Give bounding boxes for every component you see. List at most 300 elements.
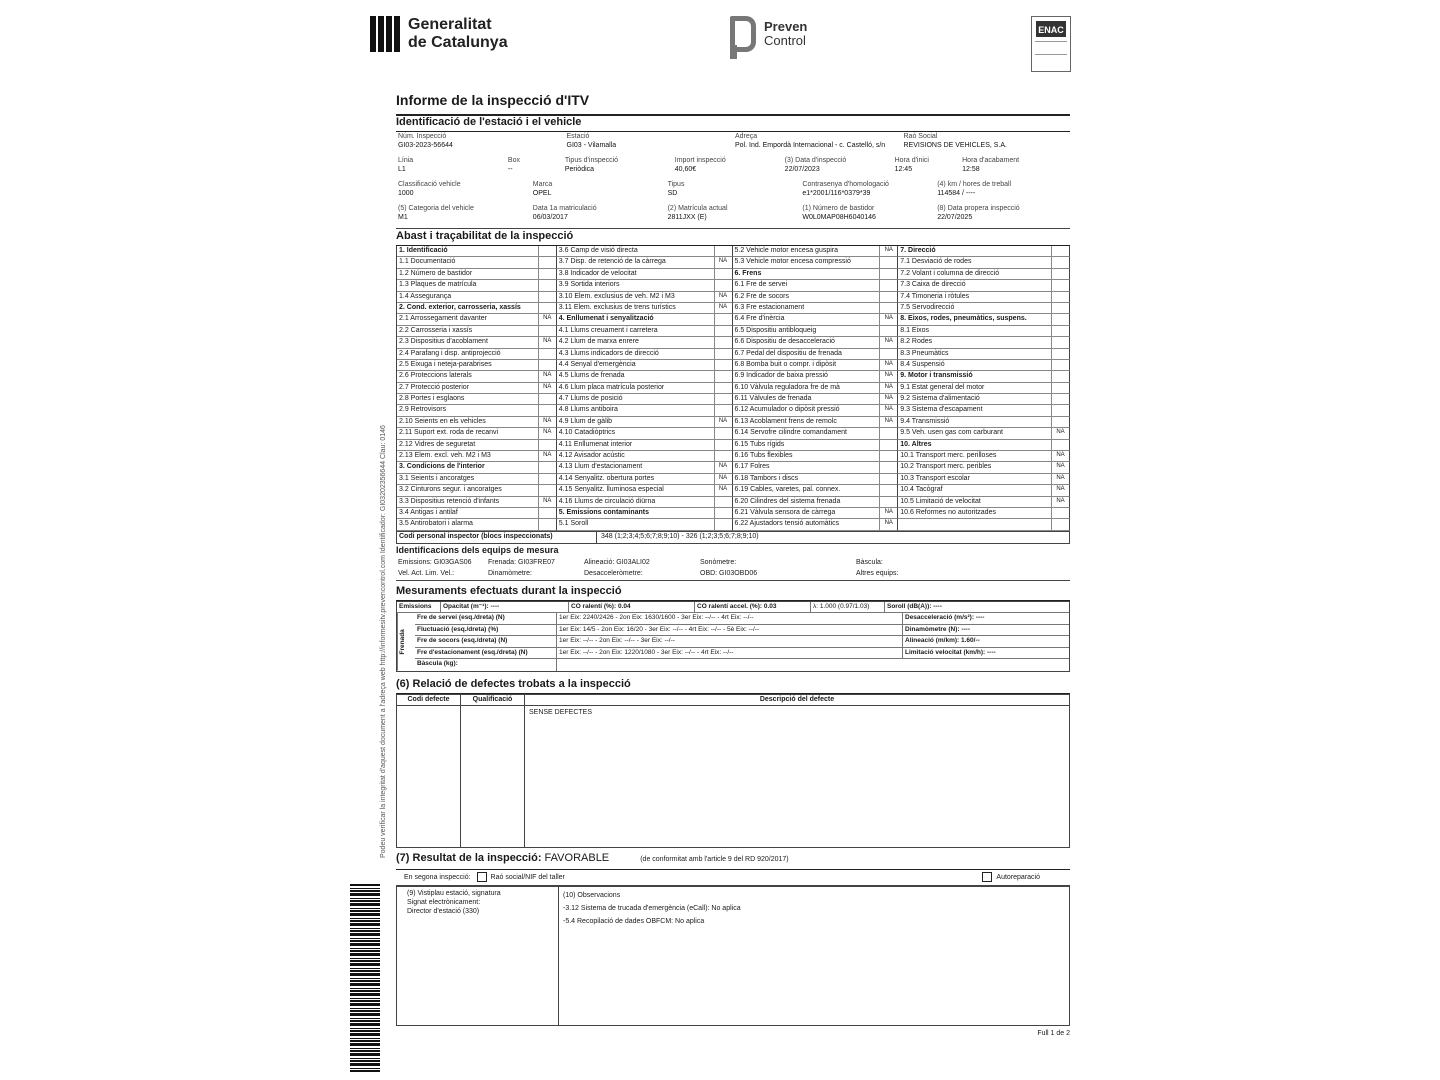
emergency-brake-value: 1er Eix: --/-- - 2on Eix: --/-- - 3er Eix: --/-- (557, 636, 903, 647)
scope-item (898, 462, 1070, 473)
scope-item-na (538, 257, 556, 267)
ident-label: Import inspecció (674, 157, 726, 164)
scope-item (397, 280, 557, 291)
scope-item-na: NA (879, 519, 897, 529)
scope-item-na (714, 360, 732, 370)
scope-item-na (879, 303, 897, 313)
scope-item (733, 519, 899, 530)
ident-label: Tipus (667, 181, 685, 188)
scope-item (557, 360, 733, 371)
ident-field (565, 132, 734, 156)
scope-item-label: 6.17 Folres (734, 463, 770, 471)
section-equipment: Identificacions dels equips de mesura (396, 544, 559, 555)
scope-item-na (538, 303, 556, 313)
scope-item-na: NA (879, 417, 897, 427)
scope-item (898, 246, 1070, 257)
ident-label: (2) Matrícula actual (667, 205, 728, 212)
service-brake-value: 1er Eix: 2240/2426 - 2on Eix: 1630/1600 - 3er Eix: --/-- - 4rt Eix: --/-- (557, 613, 903, 624)
scope-item (397, 246, 557, 257)
scope-item-na (714, 519, 732, 529)
scope-column (557, 246, 733, 531)
defect-description: SENSE DEFECTES (529, 708, 593, 716)
scope-item (397, 360, 557, 371)
inspector-code-value: 348 (1;2;3;4;5;6;7;8;9;10) - 326 (1;2;3;5;6;7;8;9;10) (601, 532, 759, 540)
scope-item-na (1051, 519, 1069, 529)
scope-item (898, 519, 1070, 530)
scope-item-na (538, 462, 556, 472)
scope-item-na (879, 474, 897, 484)
scope-item-label: 4. Enllumenat i senyalització (558, 315, 654, 323)
scope-item (733, 383, 899, 394)
scope-item-label: 9.2 Sistema d'alimentació (900, 395, 980, 403)
inspection-result (396, 851, 1070, 870)
scope-item (557, 326, 733, 337)
scope-item-na: NA (714, 292, 732, 302)
scope-item-label: 4.1 Llums creuament i carretera (558, 326, 658, 334)
scope-item (898, 451, 1070, 462)
scope-item-label: 6.18 Tambors i discs (734, 474, 799, 482)
scope-item-na: NA (879, 394, 897, 404)
scope-item-label: 6.8 Bomba buit o compr. i dipòsit (734, 360, 837, 368)
scope-item-na (879, 349, 897, 359)
defects-table (396, 694, 1070, 848)
scope-item-na (714, 405, 732, 415)
scope-item (397, 508, 557, 519)
scope-item (397, 349, 557, 360)
scope-item (397, 519, 557, 530)
parking-brake-value: 1er Eix: --/-- - 2on Eix: 1220/1080 - 3er Eix: --/-- - 4rt Eix: --/-- (557, 648, 903, 659)
scope-item (557, 269, 733, 280)
scope-item-na: NA (879, 383, 897, 393)
scope-item-na (1051, 383, 1069, 393)
scope-item (557, 519, 733, 530)
co-idle-value: CO ralentí (%): 0.04 (571, 602, 631, 610)
inspector-code-row (396, 532, 1070, 544)
fluctuation-label: Fluctuació (esq./dreta) (%) (417, 625, 499, 633)
scope-item-label: 9. Motor i transmissió (900, 372, 973, 380)
scope-item-label: 8. Eixos, rodes, pneumàtics, suspens. (900, 315, 1027, 323)
scope-item (898, 360, 1070, 371)
braking-label: Frenada (397, 613, 415, 671)
scope-item (397, 405, 557, 416)
scope-item-label: 6.10 Vàlvula reguladora fre de mà (734, 383, 840, 391)
scope-item-label: 3.5 Antirobatori i alarma (399, 520, 473, 528)
scope-item (397, 440, 557, 451)
service-brake-label: Fre de servei (esq./dreta) (N) (417, 614, 505, 622)
ident-label: Contrasenya d'homologació (802, 181, 889, 188)
ident-label: Núm. Inspecció (398, 133, 447, 140)
scope-item (733, 303, 899, 314)
scope-item-na (714, 451, 732, 461)
workshop-checkbox[interactable] (477, 872, 487, 882)
scope-item-na (1051, 257, 1069, 267)
scope-item (733, 405, 899, 416)
ident-label: (8) Data propera inspecció (937, 205, 1020, 212)
scope-item-label: 6.4 Fre d'inèrcia (734, 315, 785, 323)
scope-item-na (538, 485, 556, 495)
scope-item-label: 2.9 Retrovisors (399, 406, 447, 414)
enac-label: ENAC (1036, 21, 1066, 37)
scope-item (557, 428, 733, 439)
scope-item-label: 6.11 Vàlvules de frenada (734, 395, 812, 403)
signature-line1: (9) Vistiplau estació, signatura (407, 889, 501, 897)
ident-value: Periòdica (564, 166, 595, 173)
qualification-header: Qualificació (461, 695, 524, 706)
ident-value: -- (507, 166, 513, 173)
scope-item-na (714, 280, 732, 290)
scope-item (898, 371, 1070, 382)
generalitat-line2: de Catalunya (408, 34, 508, 51)
scope-item-label: 6.9 Indicador de baixa pressió (734, 372, 828, 380)
ident-label: Adreça (735, 133, 758, 140)
scope-item-na (714, 246, 732, 256)
scope-item-na (1051, 508, 1069, 518)
scope-item-na (879, 451, 897, 461)
scope-item-na: NA (538, 314, 556, 324)
ident-label: (3) Data d'inspecció (784, 157, 847, 164)
scope-item-na (714, 440, 732, 450)
scope-item-label: 6.7 Pedal del dispositiu de frenada (734, 349, 842, 357)
second-inspection-label: En segona inspecció: (404, 873, 471, 881)
scope-item (733, 440, 899, 451)
scope-item-label: 2.3 Dispositius d'acoblament (399, 338, 488, 346)
scope-item-na (1051, 394, 1069, 404)
scope-item-na: NA (538, 383, 556, 393)
ident-value: OPEL (532, 190, 552, 197)
ident-label: Classificació vehicle (398, 181, 461, 188)
scope-item (898, 394, 1070, 405)
scope-item-label: 10.2 Transport merc. peribles (900, 463, 992, 471)
scope-item-label: 7.1 Desviació de rodes (900, 258, 972, 266)
scope-item-label: 9.4 Transmissió (900, 417, 950, 425)
scope-item-label: 10.3 Transport escolar (900, 474, 970, 482)
scope-item-label: 2.13 Elem. excl. veh. M2 i M3 (399, 452, 491, 460)
ident-value: GI03 - Vilamalla (566, 142, 617, 149)
ident-label: Raó Social (903, 133, 938, 140)
scope-item-label: 6.22 Ajustadors tensió automàtics (734, 520, 840, 528)
scope-item-na: NA (714, 303, 732, 313)
scope-item (898, 383, 1070, 394)
scope-item (397, 292, 557, 303)
alignment-value: Alineació (m/km): 1.60/-- (905, 637, 980, 645)
ident-label: (1) Número de bastidor (802, 205, 875, 212)
scope-item-na (879, 497, 897, 507)
ident-field (800, 180, 935, 204)
scope-item-label: 4.16 Llums de circulació diürna (558, 497, 656, 505)
generalitat-logo (370, 16, 508, 52)
scope-item (397, 417, 557, 428)
ident-field (396, 132, 565, 156)
scope-item-na (538, 508, 556, 518)
verification-sidetext: Podeu verificar la integritat d'aquest document a l'adreça web http://informesitv.prevencontrol.com Identificador: GI03202356644 Clau: 0146 (380, 425, 387, 858)
ident-value: 12:58 (962, 166, 980, 173)
ident-value: 114584 / ---- (937, 190, 976, 197)
scope-item (557, 349, 733, 360)
scope-item-na: NA (1051, 497, 1069, 507)
scope-item-label: 3.11 Elem. exclusius de trens turístics (558, 303, 676, 311)
result-label: (7) Resultat de la inspecció: (396, 851, 542, 864)
scope-item-na: NA (879, 371, 897, 381)
prevencontrol-line1: Preven (764, 19, 808, 34)
equipment-grid (396, 558, 1070, 581)
scope-item-label: 1.2 Número de bastidor (399, 269, 473, 277)
scope-item-na (1051, 360, 1069, 370)
scope-item-label: 5.1 Soroll (558, 520, 589, 528)
scope-item-label: 4.2 Llum de marxa enrere (558, 338, 639, 346)
scope-item-label: 2.6 Proteccions laterals (399, 372, 472, 380)
scope-item-na (714, 337, 732, 347)
ident-field (531, 180, 666, 204)
scope-item-na (1051, 246, 1069, 256)
scope-item-label: 10.4 Tacògraf (900, 486, 943, 494)
scope-item-label: 5.3 Vehicle motor encesa compressió (734, 258, 851, 266)
scope-item-na (1051, 280, 1069, 290)
scope-item-label: 7. Direcció (900, 247, 936, 254)
scope-item-label: 2.11 Suport ext. roda de recanvi (399, 429, 499, 437)
scope-item-na: NA (714, 417, 732, 427)
ident-value: 1000 (398, 190, 414, 197)
second-inspection-row (396, 870, 1070, 886)
scope-item (733, 314, 899, 325)
scope-item-na (879, 428, 897, 438)
scope-item-label: 1. Identificació (399, 247, 448, 254)
ident-field (506, 156, 563, 180)
scope-item-na: NA (538, 337, 556, 347)
ident-value: 22/07/2025 (937, 214, 973, 221)
scope-item (397, 462, 557, 473)
scope-item-label: 4.13 Llum d'estacionament (558, 463, 643, 471)
scope-item (898, 440, 1070, 451)
scope-item-label: 3.3 Dispositius retenció d'infants (399, 497, 500, 505)
scope-item (397, 485, 557, 496)
scope-item-label: 7.2 Volant i columna de direcció (900, 269, 1000, 277)
scope-column (898, 246, 1070, 531)
ident-field (960, 156, 1070, 180)
report-title: Informe de la inspecció d'ITV (396, 96, 1070, 116)
scope-item-na: NA (538, 451, 556, 461)
scope-item (397, 269, 557, 280)
section-identification: Identificació de l'estació i el vehicle (396, 118, 1070, 132)
scope-item (397, 474, 557, 485)
scope-item-label: 6.15 Tubs rígids (734, 440, 785, 448)
scope-item-na: NA (714, 474, 732, 484)
scope-item-na (1051, 371, 1069, 381)
scope-item (557, 303, 733, 314)
scope-item (397, 428, 557, 439)
noise-value: Soroll (dB(A)): ---- (887, 602, 942, 610)
scope-item (733, 337, 899, 348)
scope-item (733, 428, 899, 439)
scope-item (557, 405, 733, 416)
emergency-brake-label: Fre de socors (esq./dreta) (N) (417, 637, 508, 645)
scope-item-na (714, 326, 732, 336)
scope-item-na (538, 349, 556, 359)
scope-item-na (714, 428, 732, 438)
scope-item (557, 394, 733, 405)
scope-item-label: 3.9 Sortida interiors (558, 281, 620, 289)
opacity-value: Opacitat (m⁻¹): ---- (443, 602, 500, 610)
ident-label: Estació (566, 133, 590, 140)
equipment-item: Frenada: GI03FRE07 (488, 558, 555, 566)
scope-item-na (538, 246, 556, 256)
scope-item-label: 2.2 Carrosseria i xassís (399, 326, 473, 334)
scope-item-na (714, 349, 732, 359)
scope-item (557, 337, 733, 348)
prevencontrol-p-icon (730, 16, 756, 52)
scope-item-na: NA (879, 337, 897, 347)
scope-item (898, 292, 1070, 303)
inspector-code-label: Codi personal inspector (blocs inspeccionats) (397, 532, 597, 543)
scope-item (733, 360, 899, 371)
scope-item (397, 383, 557, 394)
scope-item-na: NA (879, 360, 897, 370)
ident-value: SD (667, 190, 678, 197)
ident-label: Hora d'inici (894, 157, 929, 164)
scope-item-na (538, 440, 556, 450)
dynamometer-value: Dinamòmetre (N): ---- (905, 625, 970, 633)
scope-item-label: 2.1 Arrossegament davanter (399, 315, 487, 323)
ident-label: (5) Categoria del vehicle (398, 205, 474, 212)
scope-item-label: 3.1 Seients i ancoratges (399, 474, 475, 482)
scope-item-na: NA (538, 371, 556, 381)
scope-item (898, 257, 1070, 268)
ident-field (666, 204, 801, 228)
workshop-option-label: Raó social/NIF del taller (490, 873, 565, 881)
scope-item-label: 3.2 Cinturons segur. i ancoratges (399, 486, 502, 494)
scope-item-na (1051, 405, 1069, 415)
self-repair-checkbox[interactable] (982, 872, 992, 882)
scope-item (557, 383, 733, 394)
scope-item-label: 8.4 Suspensió (900, 360, 945, 368)
ident-field (733, 132, 902, 156)
scope-item-na (1051, 337, 1069, 347)
equipment-item: OBD: GI03OBD06 (700, 569, 758, 577)
scope-item (397, 314, 557, 325)
scope-item-label: 7.4 Timoneria i ròtules (900, 292, 970, 300)
scope-item-na (714, 371, 732, 381)
scope-item-na (879, 280, 897, 290)
scale-label: Bàscula (kg): (417, 660, 458, 668)
scope-item-na (714, 508, 732, 518)
scope-item-na: NA (879, 314, 897, 324)
scope-item-label: 4.7 Llums de posició (558, 395, 623, 403)
scope-column (397, 246, 557, 531)
ident-value: L1 (398, 166, 406, 173)
defect-code-header: Codi defecte (397, 695, 460, 706)
ident-label: Box (507, 157, 520, 164)
scope-item (733, 257, 899, 268)
scope-item-label: 3.10 Elem. exclusius de veh. M2 i M3 (558, 292, 675, 300)
scope-item-na (879, 269, 897, 279)
scope-item-label: 3.4 Antigas i antilaf (399, 508, 458, 516)
scope-item-label: 6.13 Acoblament frens de remolc (734, 417, 837, 425)
identification-grid (396, 132, 1070, 229)
scope-item-label: 4.3 Llums indicadors de direcció (558, 349, 659, 357)
scope-item (557, 474, 733, 485)
ident-label: Hora d'acabament (962, 157, 1020, 164)
scope-item (733, 371, 899, 382)
scope-item-na (1051, 292, 1069, 302)
scope-item (557, 451, 733, 462)
scope-item-label: 4.15 Senyalitz. lluminosa especial (558, 486, 664, 494)
scope-item-label: 4.11 Enllumenat interior (558, 440, 633, 448)
scope-item (898, 280, 1070, 291)
ident-value: 40,60€ (674, 166, 697, 173)
scope-item-label: 4.8 Llums antiboira (558, 406, 618, 414)
scope-item (898, 474, 1070, 485)
scope-item-label: 6.19 Cables, varetes, pal. connex. (734, 486, 841, 494)
inspection-report (396, 92, 1070, 1038)
ident-field (935, 180, 1070, 204)
scope-item-na: NA (1051, 451, 1069, 461)
scope-item-na (538, 269, 556, 279)
ident-field (531, 204, 666, 228)
scope-item-label: 3.6 Camp de visió directa (558, 247, 638, 254)
ident-label: Data 1a matriculació (532, 205, 597, 212)
ident-field (902, 132, 1071, 156)
ident-value: 2811JXX (E) (667, 214, 707, 221)
scope-item (733, 280, 899, 291)
ident-field (396, 156, 506, 180)
scope-item (733, 349, 899, 360)
co-accel-value: CO ralentí accel. (%): 0.03 (697, 602, 777, 610)
scope-item (733, 508, 899, 519)
scope-item-label: 4.14 Senyalitz. obertura portes (558, 474, 655, 482)
scope-item (733, 485, 899, 496)
scope-item-na (879, 485, 897, 495)
scope-item-na: NA (538, 428, 556, 438)
measurements-table (396, 601, 1070, 672)
scope-item-label: 1.1 Documentació (399, 258, 456, 266)
scope-item-na (538, 292, 556, 302)
scope-item-label: 6.12 Acumulador o dipòsit pressió (734, 406, 840, 414)
scope-item-na: NA (1051, 428, 1069, 438)
scope-item-na: NA (1051, 485, 1069, 495)
scope-item (557, 485, 733, 496)
scope-item (898, 326, 1070, 337)
ident-field (783, 156, 893, 180)
scope-item-na (1051, 440, 1069, 450)
ident-value: W0L0MAP08H6040146 (802, 214, 876, 221)
scope-item (733, 292, 899, 303)
scope-item-label: 4.5 Llums de frenada (558, 372, 625, 380)
section-measurements: Mesuraments efectuats durant la inspecció (396, 587, 1070, 601)
ident-value: 06/03/2017 (532, 214, 568, 221)
scope-item-label: 3.8 Indicador de velocitat (558, 269, 637, 277)
scope-item-label: 7.3 Caixa de direcció (900, 281, 966, 289)
self-repair-option-label: Autoreparació (996, 873, 1040, 881)
scope-item (557, 314, 733, 325)
ident-label: Línia (398, 157, 414, 164)
scope-item-label: 5. Emissions contaminants (558, 508, 650, 516)
scope-item (557, 371, 733, 382)
scope-item-label: 6.21 Vàlvula sensora de càrrega (734, 508, 836, 516)
scope-item-label: 10.1 Transport merc. perilloses (900, 452, 997, 460)
ident-field (666, 180, 801, 204)
scope-item (733, 269, 899, 280)
scope-item-na: NA (714, 462, 732, 472)
scope-item-label: 4.6 Llum placa matrícula posterior (558, 383, 665, 391)
ident-field (673, 156, 783, 180)
scope-item-na: NA (714, 485, 732, 495)
scope-item-na (879, 462, 897, 472)
scope-item (733, 417, 899, 428)
equipment-item: Altres equips: (856, 569, 899, 577)
scope-item-na (538, 394, 556, 404)
scope-item-na (879, 257, 897, 267)
ident-label: Tipus d'inspecció (564, 157, 619, 164)
scope-item-na: NA (1051, 474, 1069, 484)
